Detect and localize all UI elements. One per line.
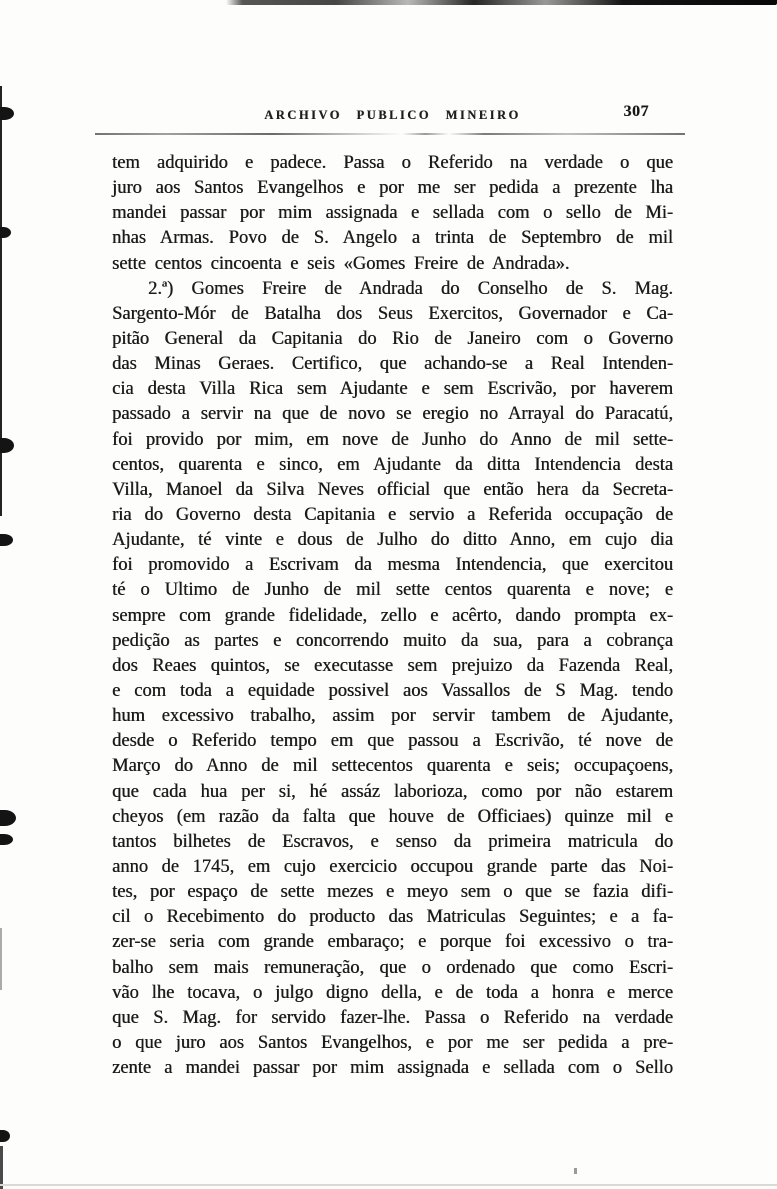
text-line: Ajudante, té vinte e dous de Julho do ditto Anno, em cujo dia xyxy=(112,530,673,551)
text-line: nhas Armas. Povo de S. Angelo a trinta de Septembro de mil xyxy=(112,228,673,249)
text-line: pedição as partes e concorrendo muito da sua, para a cobrança xyxy=(112,630,673,651)
running-title: ARCHIVO PUBLICO MINEIRO xyxy=(264,108,521,122)
text-line: mandei passar por mim assignada e sellada com o sello de Mi- xyxy=(112,203,673,224)
text-line: centos, quarenta e sinco, em Ajudante da ditta Intendencia desta xyxy=(112,454,673,475)
text-line: Março do Anno de mil settecentos quarenta e seis; occupaçoens, xyxy=(112,756,673,777)
ink-mark xyxy=(0,810,16,826)
scan-artifact-speck xyxy=(574,1168,577,1174)
ink-mark xyxy=(0,534,13,546)
body-text xyxy=(112,151,673,1081)
text-line: sempre com grande fidelidade, zello e acêrto, dando prompta ex- xyxy=(112,605,673,626)
text-line: cheyos (em razão da falta que houve de Officiaes) quinze mil e xyxy=(112,806,673,827)
text-line: vão lhe tocava, o julgo digno della, e de toda a honra e merce xyxy=(112,982,673,1003)
scan-artifact-bottom-edge xyxy=(0,1184,777,1186)
text-line: tem adquirido e padece. Passa o Referido na verdade o que xyxy=(112,153,673,173)
text-line: sette centos cincoenta e seis «Gomes Freire de Andrada». xyxy=(112,253,570,274)
scan-artifact-left-line-faint xyxy=(0,928,2,990)
text-line: zer-se seria com grande embaraço; e porque foi excessivo o tra- xyxy=(112,932,673,953)
text-line: cil o Recebimento do producto das Matriculas Seguintes; e a fa- xyxy=(112,907,673,928)
text-line: cia desta Villa Rica sem Ajudante e sem Escrivão, por haverem xyxy=(112,379,673,400)
text-line: Villa, Manoel da Silva Neves official que então hera da Secreta- xyxy=(112,479,673,500)
text-line: ria do Governo desta Capitania e servio a Referida occupação de xyxy=(112,504,673,525)
text-line: balho sem mais remuneração, que o ordenado que como Escri- xyxy=(112,957,673,978)
ink-mark xyxy=(0,1130,10,1142)
text-line: tantos bilhetes de Escravos, e senso da primeira matricula do xyxy=(112,831,673,852)
scan-artifact-top-band xyxy=(226,0,777,5)
ink-mark xyxy=(0,438,14,453)
text-line: foi promovido a Escrivam da mesma Intendencia, que exercitou xyxy=(112,555,673,576)
text-line: zente a mandei passar por mim assignada e sellada com o Sello xyxy=(112,1058,673,1079)
text-line: pitão General da Capitania do Rio de Janeiro com o Governo xyxy=(112,328,673,349)
text-line: anno de 1745, em cujo exercicio occupou grande parte das Noi- xyxy=(112,856,673,877)
page-number: 307 xyxy=(623,103,649,120)
text-line: tes, por espaço de sette mezes e meyo sem o que se fazia difi- xyxy=(112,882,673,903)
text-line: das Minas Geraes. Certifico, que achando-se a Real Intenden- xyxy=(112,354,673,375)
text-line: desde o Referido tempo em que passou a Escrivão, té nove de xyxy=(112,731,673,752)
text-line: passado a servir na que de novo se eregio no Arrayal do Paracatú, xyxy=(112,404,673,425)
text-line: que S. Mag. for servido fazer-lhe. Passa o Referido na verdade xyxy=(112,1007,673,1028)
page-header xyxy=(112,103,673,128)
ink-mark xyxy=(0,227,11,238)
ink-mark xyxy=(0,834,13,845)
text-line: 2.ª) Gomes Freire de Andrada do Conselho de S. Mag. xyxy=(148,278,673,299)
text-line: Sargento-Mór de Batalha dos Seus Exercitos, Governador e Ca- xyxy=(112,303,673,324)
text-line: que cada hua per si, hé assáz laborioza, como por não estarem xyxy=(112,781,673,802)
text-line: e com toda a equidade possivel aos Vassallos de S Mag. tendo xyxy=(112,680,673,701)
text-line: foi provido por mim, em nove de Junho do Anno de mil sette- xyxy=(112,429,673,450)
text-line: té o Ultimo de Junho de mil sette centos quarenta e nove; e xyxy=(112,580,673,601)
text-line: hum excessivo trabalho, assim por servir tambem de Ajudante, xyxy=(112,706,673,727)
scan-artifact-left-line-bottom xyxy=(0,1146,3,1189)
text-line: o que juro aos Santos Evangelhos, e por me ser pedida a pre- xyxy=(112,1032,673,1053)
ink-mark xyxy=(0,107,14,120)
text-line: dos Reaes quintos, se executasse sem prejuizo da Fazenda Real, xyxy=(112,655,673,676)
text-line: juro aos Santos Evangelhos e por me ser pedida a prezente lha xyxy=(112,178,673,199)
header-rule xyxy=(95,133,685,135)
